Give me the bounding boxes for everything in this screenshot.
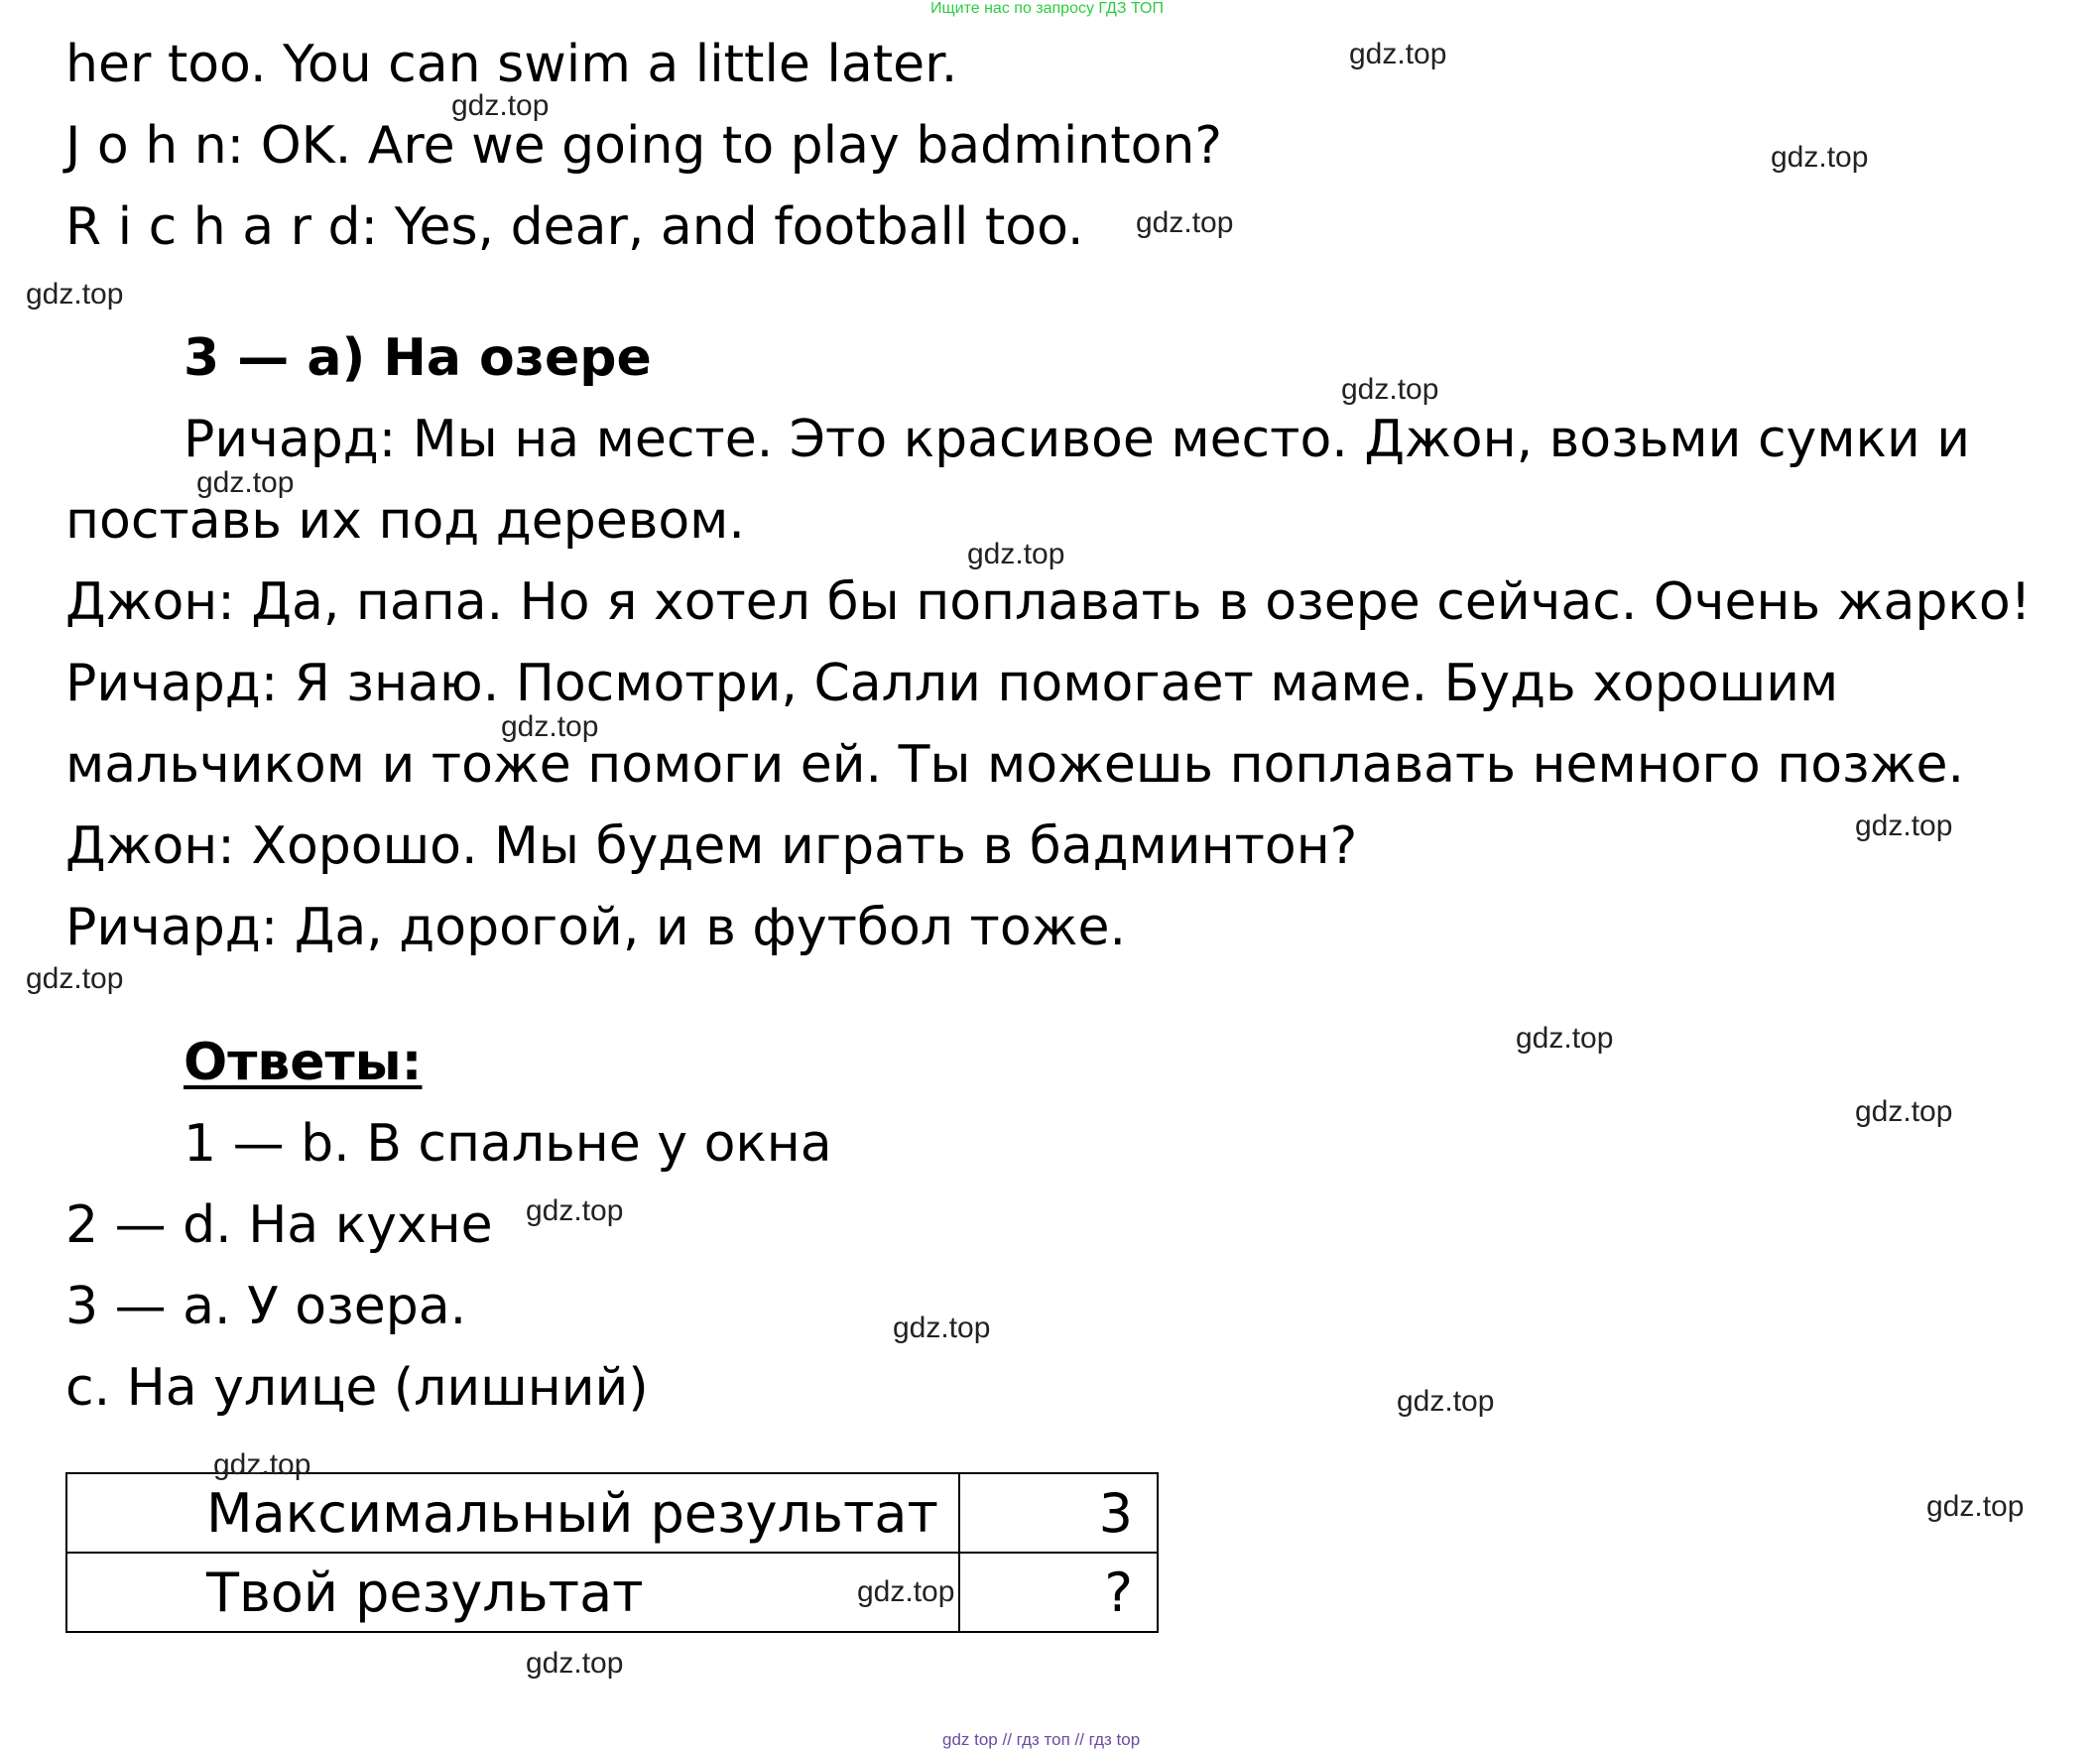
score-value: 3 xyxy=(959,1473,1158,1553)
watermark: gdz.top xyxy=(26,962,124,995)
watermark: gdz.top xyxy=(1926,1490,2025,1523)
watermark: gdz.top xyxy=(1855,810,1953,842)
watermark: gdz.top xyxy=(1855,1095,1953,1128)
watermark: gdz.top xyxy=(26,278,124,311)
watermark: gdz.top xyxy=(526,1647,624,1680)
watermark: gdz.top xyxy=(213,1448,311,1481)
translation-line: мальчиком и тоже помоги ей. Ты можешь поплавать немного позже. xyxy=(65,735,1965,795)
translation-line: Ричард: Мы на месте. Это красивое место. Джон, возьми сумки и xyxy=(184,410,1971,469)
watermark: gdz.top xyxy=(1341,373,1439,406)
answers-heading: Ответы: xyxy=(184,1033,423,1092)
section-heading: 3 — a) На озере xyxy=(184,328,652,388)
footer-links: gdz top // гдз топ // гдз top xyxy=(942,1730,1141,1749)
dialogue-line: her too. You can swim a little later. xyxy=(65,35,958,94)
score-label: Максимальный результат xyxy=(66,1473,959,1553)
watermark: gdz.top xyxy=(1349,38,1447,70)
score-label: Твой результат xyxy=(66,1553,959,1632)
top-banner: Ищите нас по запросу ГДЗ ТОП xyxy=(930,0,1164,17)
score-value: ? xyxy=(959,1553,1158,1632)
translation-line: Ричард: Я знаю. Посмотри, Салли помогает маме. Будь хорошим xyxy=(65,654,1839,713)
dialogue-line: J o h n: OK. Are we going to play badminton? xyxy=(65,116,1222,176)
watermark: gdz.top xyxy=(526,1194,624,1227)
answer-item: c. На улице (лишний) xyxy=(65,1358,649,1418)
answer-item: 3 — a. У озера. xyxy=(65,1277,467,1336)
translation-line: Джон: Хорошо. Мы будем играть в бадминтон? xyxy=(65,816,1358,876)
answer-item: 2 — d. На кухне xyxy=(65,1195,493,1255)
watermark: gdz.top xyxy=(1516,1022,1614,1055)
translation-line: Ричард: Да, дорогой, и в футбол тоже. xyxy=(65,898,1127,957)
watermark: gdz.top xyxy=(1771,141,1869,174)
watermark: gdz.top xyxy=(1136,206,1234,239)
watermark: gdz.top xyxy=(451,89,550,122)
watermark: gdz.top xyxy=(196,466,295,499)
watermark: gdz.top xyxy=(501,710,599,743)
table-row xyxy=(66,1553,1158,1632)
table-row xyxy=(66,1473,1158,1553)
translation-line: Джон: Да, папа. Но я хотел бы поплавать в озере сейчас. Очень жарко! xyxy=(65,572,2032,632)
score-table xyxy=(65,1472,1159,1633)
dialogue-line: R i c h a r d: Yes, dear, and football too. xyxy=(65,197,1084,257)
watermark: gdz.top xyxy=(967,538,1065,570)
watermark: gdz.top xyxy=(857,1575,955,1608)
watermark: gdz.top xyxy=(1397,1385,1495,1418)
translation-line: поставь их под деревом. xyxy=(65,491,745,551)
watermark: gdz.top xyxy=(893,1312,991,1344)
answer-item: 1 — b. В спальне у окна xyxy=(184,1114,832,1174)
